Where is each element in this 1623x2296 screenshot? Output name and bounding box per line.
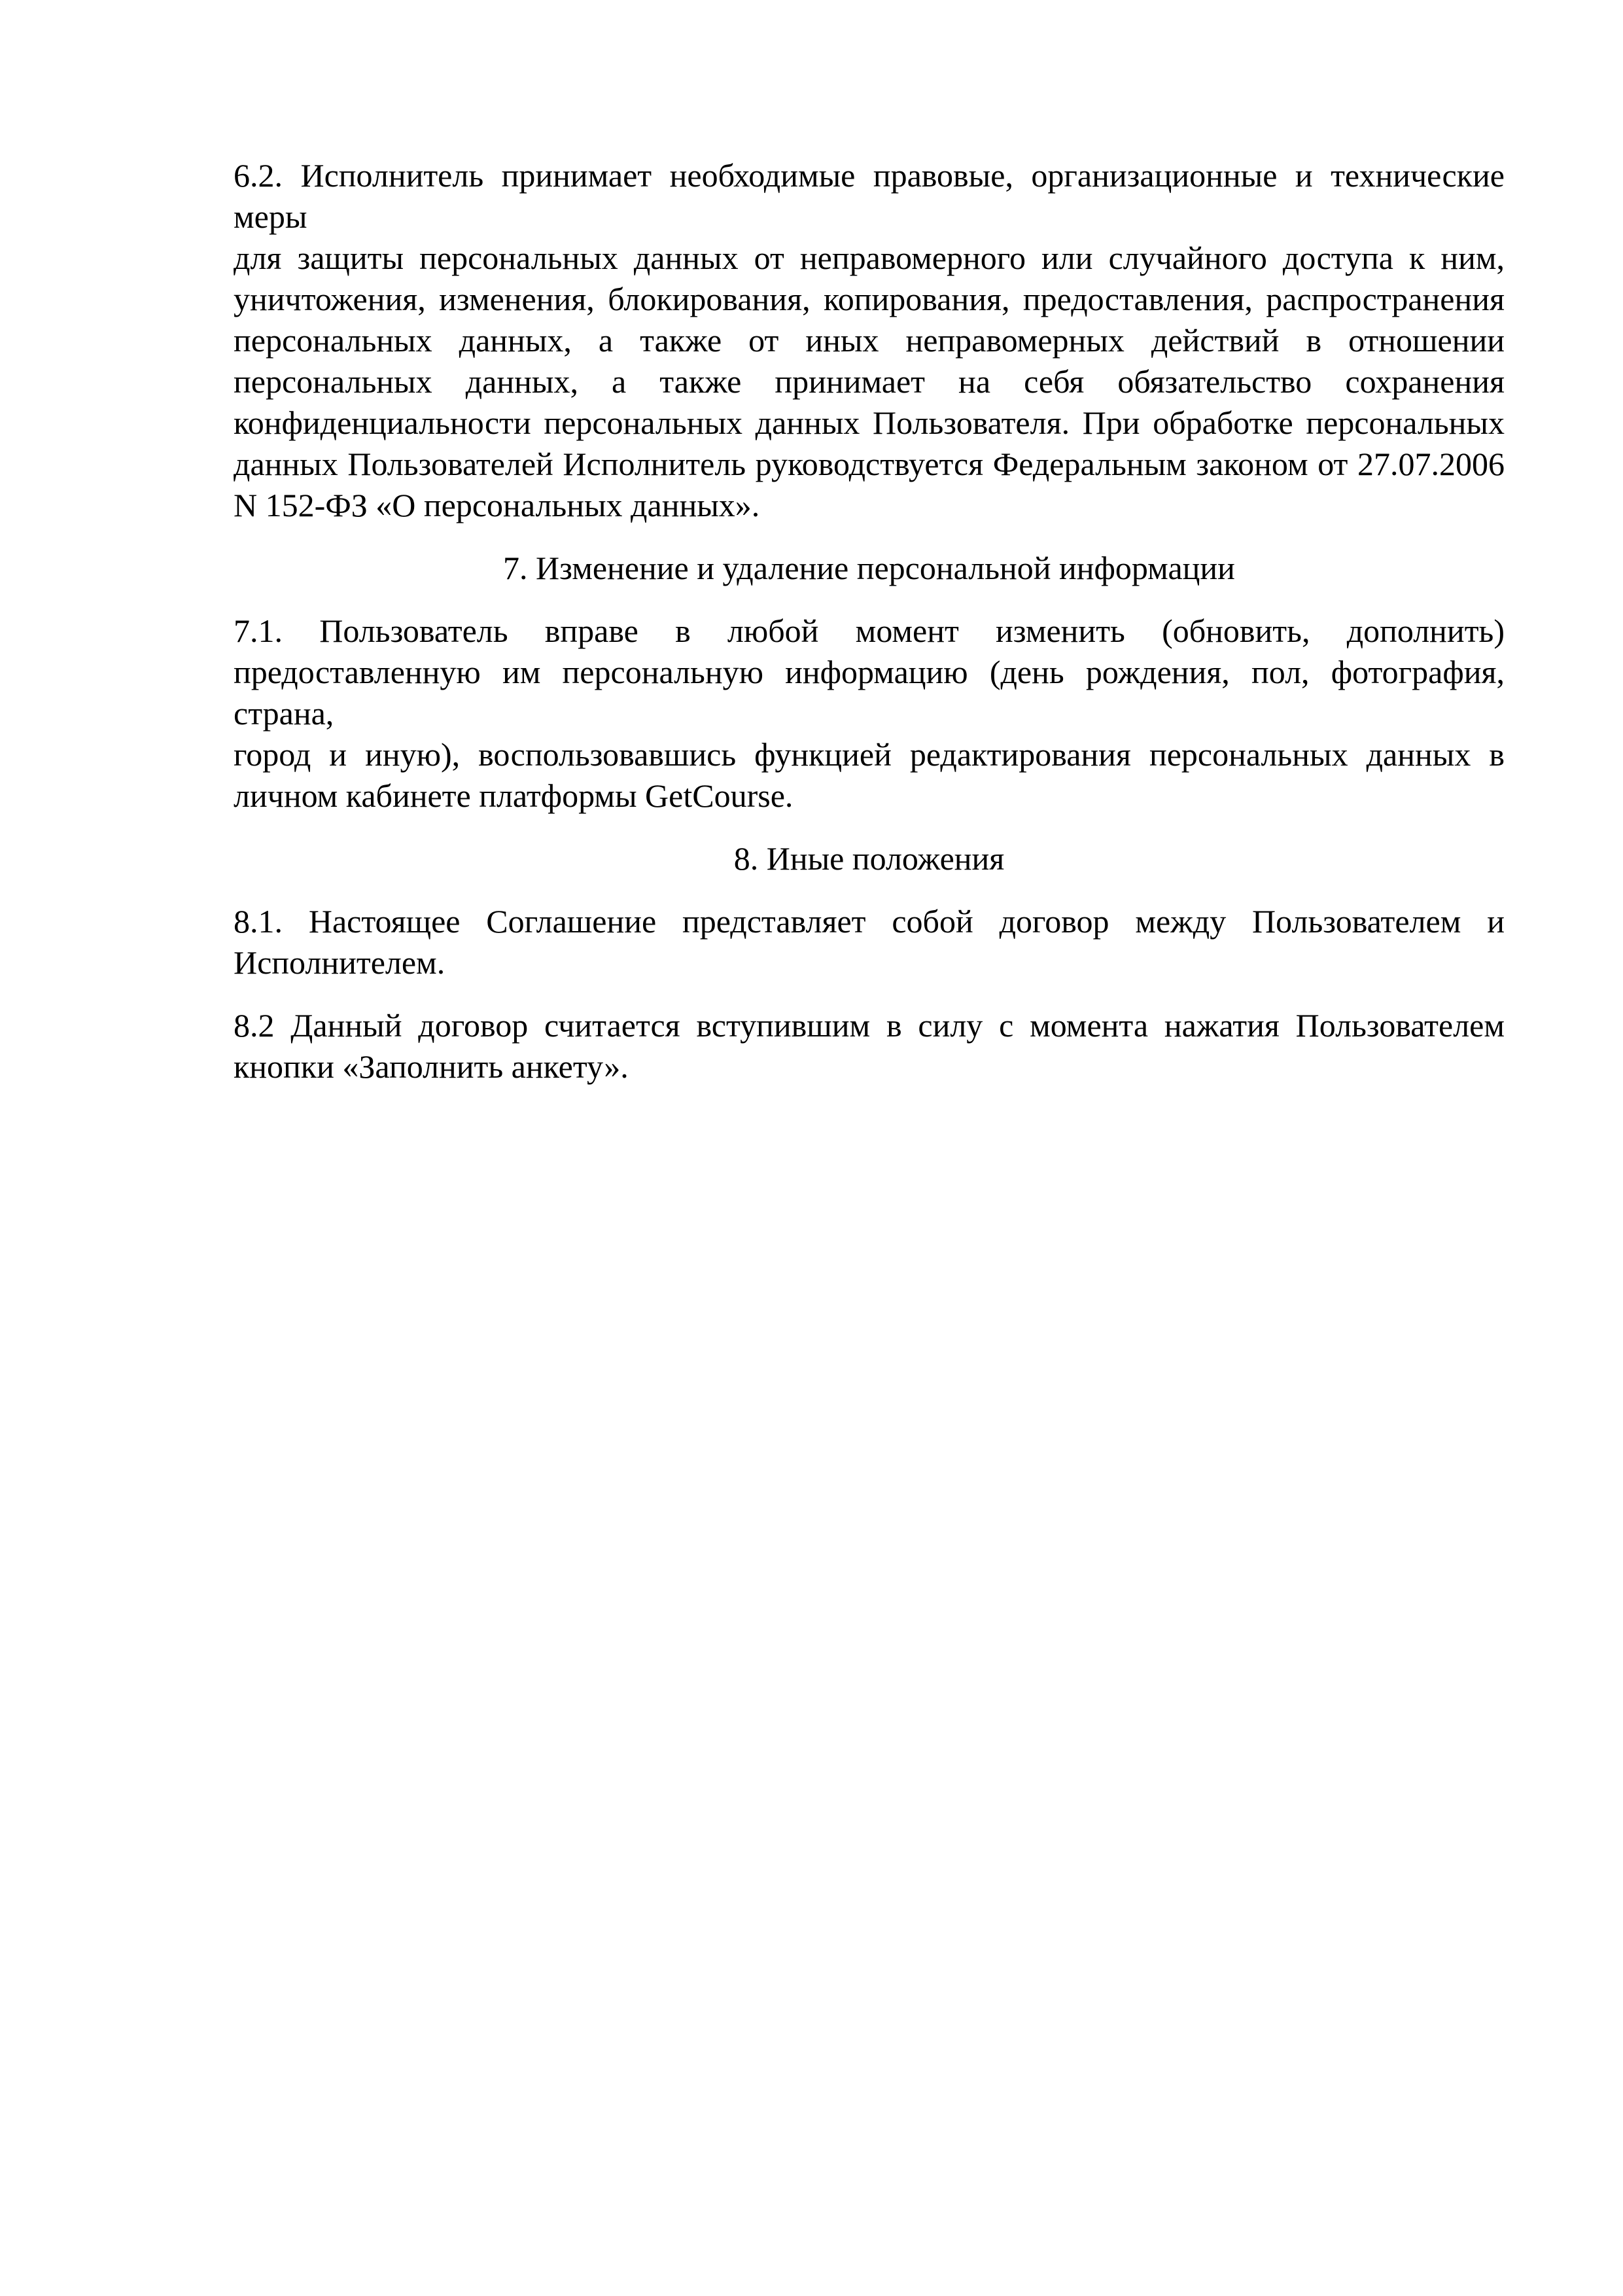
text-line: для защиты персональных данных от неправомерного или случайного доступа к ним, [234,239,1505,276]
text-line: N 152-ФЗ «О персональных данных». [234,487,760,523]
text-line: 7.1. Пользователь вправе в любой момент изменить (обновить, дополнить) [234,612,1505,649]
section-7-heading: 7. Изменение и удаление персональной информации [503,550,1235,586]
text-line: предоставленную им персональную информацию (день рождения, пол, фотография, страна, [234,654,1505,732]
text-line: 8.1. Настоящее Соглашение представляет собой договор между Пользователем и [234,903,1505,940]
text-line: город и иную), воспользовавшись функцией редактирования персональных данных в [234,736,1505,773]
text-line: персональных данных, а также от иных неправомерных действий в отношении [234,322,1505,359]
text-line: 8.2 Данный договор считается вступившим в силу с момента нажатия Пользователем [234,1007,1505,1044]
text-line: кнопки «Заполнить анкету». [234,1048,629,1085]
clause-8-2 [234,1005,1505,1087]
text-line: уничтожения, изменения, блокирования, копирования, предоставления, распространения [234,281,1505,317]
clause-6-2 [234,155,1505,526]
text-line: данных Пользователей Исполнитель руководствуется Федеральным законом от 27.07.2006 [234,446,1505,482]
text-line: 6.2. Исполнитель принимает необходимые правовые, организационные и технические меры [234,157,1505,235]
section-8-heading: 8. Иные положения [733,840,1005,877]
text-line: личном кабинете платформы GetCourse. [234,777,794,814]
clause-8-1 [234,901,1505,983]
clause-7-1 [234,610,1505,817]
document-body [234,155,1505,1109]
text-line: конфиденциальности персональных данных Пользователя. При обработке персональных [234,404,1505,441]
text-line: Исполнителем. [234,944,445,981]
text-line: персональных данных, а также принимает на себя обязательство сохранения [234,363,1505,400]
